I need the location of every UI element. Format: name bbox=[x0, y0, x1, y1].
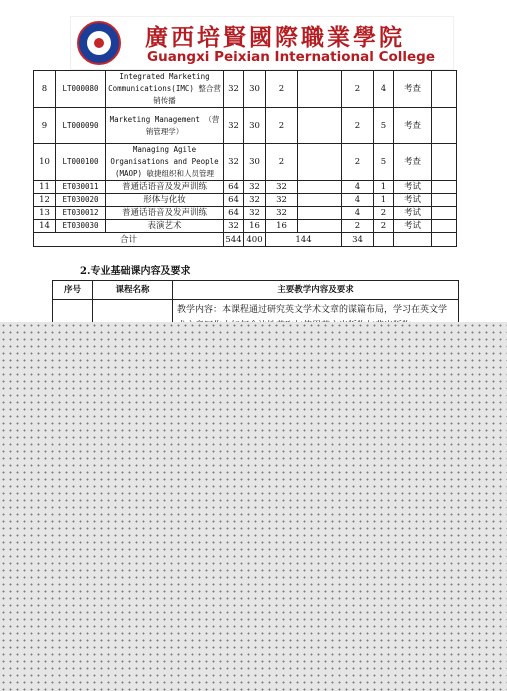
course-name-cell: Managing Agile Organisations and People (MAOP) 敏捷组织和人员管理 bbox=[106, 144, 224, 181]
practice-hours-cell: 2 bbox=[266, 71, 298, 108]
course-code-cell: ET030011 bbox=[56, 181, 106, 194]
practice-hours-cell: 32 bbox=[266, 207, 298, 220]
theory-hours-cell: 30 bbox=[244, 108, 266, 144]
course-row bbox=[34, 71, 457, 108]
course-name-cell: 普通话语音及发声训练 bbox=[106, 181, 224, 194]
practice-hours-cell: 32 bbox=[266, 181, 298, 194]
other-hours-cell bbox=[298, 144, 342, 181]
course-code-cell: ET030020 bbox=[56, 194, 106, 207]
total-label: 合计 bbox=[34, 233, 224, 247]
header-index: 序号 bbox=[53, 281, 93, 300]
blank-cell bbox=[432, 194, 457, 207]
total-hours: 544 bbox=[225, 234, 242, 245]
course-number-cell: 8 bbox=[34, 71, 56, 108]
course-name-cell: 表演艺术 bbox=[106, 220, 224, 233]
total-hours-cell: 64 bbox=[224, 181, 244, 194]
blank-cell bbox=[432, 144, 457, 181]
course-number-cell: 13 bbox=[34, 207, 56, 220]
total-practice: 144 bbox=[266, 233, 342, 247]
assessment-cell: 考查 bbox=[394, 144, 432, 181]
seal-text bbox=[79, 23, 80, 24]
course-name-cell: 普通话语音及发声训练 bbox=[106, 207, 224, 220]
theory-hours-cell: 32 bbox=[244, 181, 266, 194]
other-hours-cell bbox=[298, 71, 342, 108]
assessment-cell: 考试 bbox=[394, 181, 432, 194]
course-number-cell: 10 bbox=[34, 144, 56, 181]
credit-cell: 2 bbox=[342, 108, 374, 144]
course-code-cell: LT000090 bbox=[56, 108, 106, 144]
total-row bbox=[34, 233, 457, 247]
assessment-cell: 考试 bbox=[394, 194, 432, 207]
other-hours-cell bbox=[298, 207, 342, 220]
blank-cell bbox=[432, 181, 457, 194]
blank-cell bbox=[432, 220, 457, 233]
course-row bbox=[34, 181, 457, 194]
practice-hours-cell: 2 bbox=[266, 108, 298, 144]
practice-hours-cell: 2 bbox=[266, 144, 298, 181]
practice-hours-cell: 32 bbox=[266, 194, 298, 207]
course-name-cell: 形体与化妆 bbox=[106, 194, 224, 207]
college-seal-icon bbox=[77, 21, 121, 65]
total-hours-cell: 32 bbox=[224, 220, 244, 233]
row-content-cell: 教学内容：本课程通过研究英文学术文章的谋篇布局，学习在英文学 bbox=[173, 300, 459, 337]
credit-cell: 2 bbox=[342, 220, 374, 233]
course-code-cell: LT000080 bbox=[56, 71, 106, 108]
credit-cell: 4 bbox=[342, 194, 374, 207]
term-cell: 4 bbox=[374, 71, 394, 108]
other-hours-cell bbox=[298, 108, 342, 144]
course-row bbox=[34, 194, 457, 207]
total-theory: 400 bbox=[244, 233, 266, 247]
term-cell: 1 bbox=[374, 194, 394, 207]
course-row bbox=[34, 207, 457, 220]
total-hours-cell: 32 bbox=[224, 144, 244, 181]
total-credit: 34 bbox=[342, 233, 374, 247]
course-number-cell: 11 bbox=[34, 181, 56, 194]
course-number-cell: 12 bbox=[34, 194, 56, 207]
course-name-cell: Marketing Management （营销管理学） bbox=[106, 108, 224, 144]
course-row bbox=[34, 144, 457, 181]
term-cell: 5 bbox=[374, 144, 394, 181]
assessment-cell: 考查 bbox=[394, 71, 432, 108]
course-name-cell: Integrated Marketing Communications(IMC) 整合营销传播 bbox=[106, 71, 224, 108]
section-heading: 2.专业基础课内容及要求 bbox=[80, 266, 191, 277]
course-number-cell: 14 bbox=[34, 220, 56, 233]
credit-cell: 4 bbox=[342, 181, 374, 194]
header-content: 主要教学内容及要求 bbox=[173, 281, 459, 300]
credit-cell: 4 bbox=[342, 207, 374, 220]
total-hours-cell: 64 bbox=[224, 194, 244, 207]
term-cell: 2 bbox=[374, 207, 394, 220]
total-hours-cell: 32 bbox=[224, 108, 244, 144]
course-code-cell: ET030030 bbox=[56, 220, 106, 233]
college-logo-banner bbox=[70, 16, 454, 70]
total-hours-cell: 64 bbox=[224, 207, 244, 220]
blank-cell bbox=[432, 71, 457, 108]
total-blank-2 bbox=[394, 233, 432, 247]
credit-cell: 2 bbox=[342, 144, 374, 181]
term-cell: 2 bbox=[374, 220, 394, 233]
other-hours-cell bbox=[298, 194, 342, 207]
blank-cell bbox=[432, 207, 457, 220]
theory-hours-cell: 30 bbox=[244, 144, 266, 181]
theory-hours-cell: 32 bbox=[244, 194, 266, 207]
course-row bbox=[34, 108, 457, 144]
other-hours-cell bbox=[298, 220, 342, 233]
credit-cell: 2 bbox=[342, 71, 374, 108]
total-blank-3 bbox=[432, 233, 457, 247]
course-number-cell: 9 bbox=[34, 108, 56, 144]
header-course-name: 课程名称 bbox=[93, 281, 173, 300]
college-name-english: Guangxi Peixian International College bbox=[147, 49, 435, 65]
course-row bbox=[34, 220, 457, 233]
theory-hours-cell: 30 bbox=[244, 71, 266, 108]
course-code-cell: ET030012 bbox=[56, 207, 106, 220]
assessment-cell: 考查 bbox=[394, 108, 432, 144]
course-code-cell: LT000100 bbox=[56, 144, 106, 181]
term-cell: 1 bbox=[374, 181, 394, 194]
college-name-chinese: 廣西培賢國際職業學院 bbox=[145, 24, 405, 51]
total-blank-1 bbox=[374, 233, 394, 247]
theory-hours-cell: 16 bbox=[244, 220, 266, 233]
blank-cell bbox=[432, 108, 457, 144]
redaction-overlay bbox=[0, 322, 507, 691]
course-schedule-table bbox=[33, 70, 457, 247]
practice-hours-cell: 16 bbox=[266, 220, 298, 233]
theory-hours-cell: 32 bbox=[244, 207, 266, 220]
assessment-cell: 考试 bbox=[394, 220, 432, 233]
term-cell: 5 bbox=[374, 108, 394, 144]
total-hours-cell: 32 bbox=[224, 71, 244, 108]
other-hours-cell bbox=[298, 181, 342, 194]
assessment-cell: 考试 bbox=[394, 207, 432, 220]
